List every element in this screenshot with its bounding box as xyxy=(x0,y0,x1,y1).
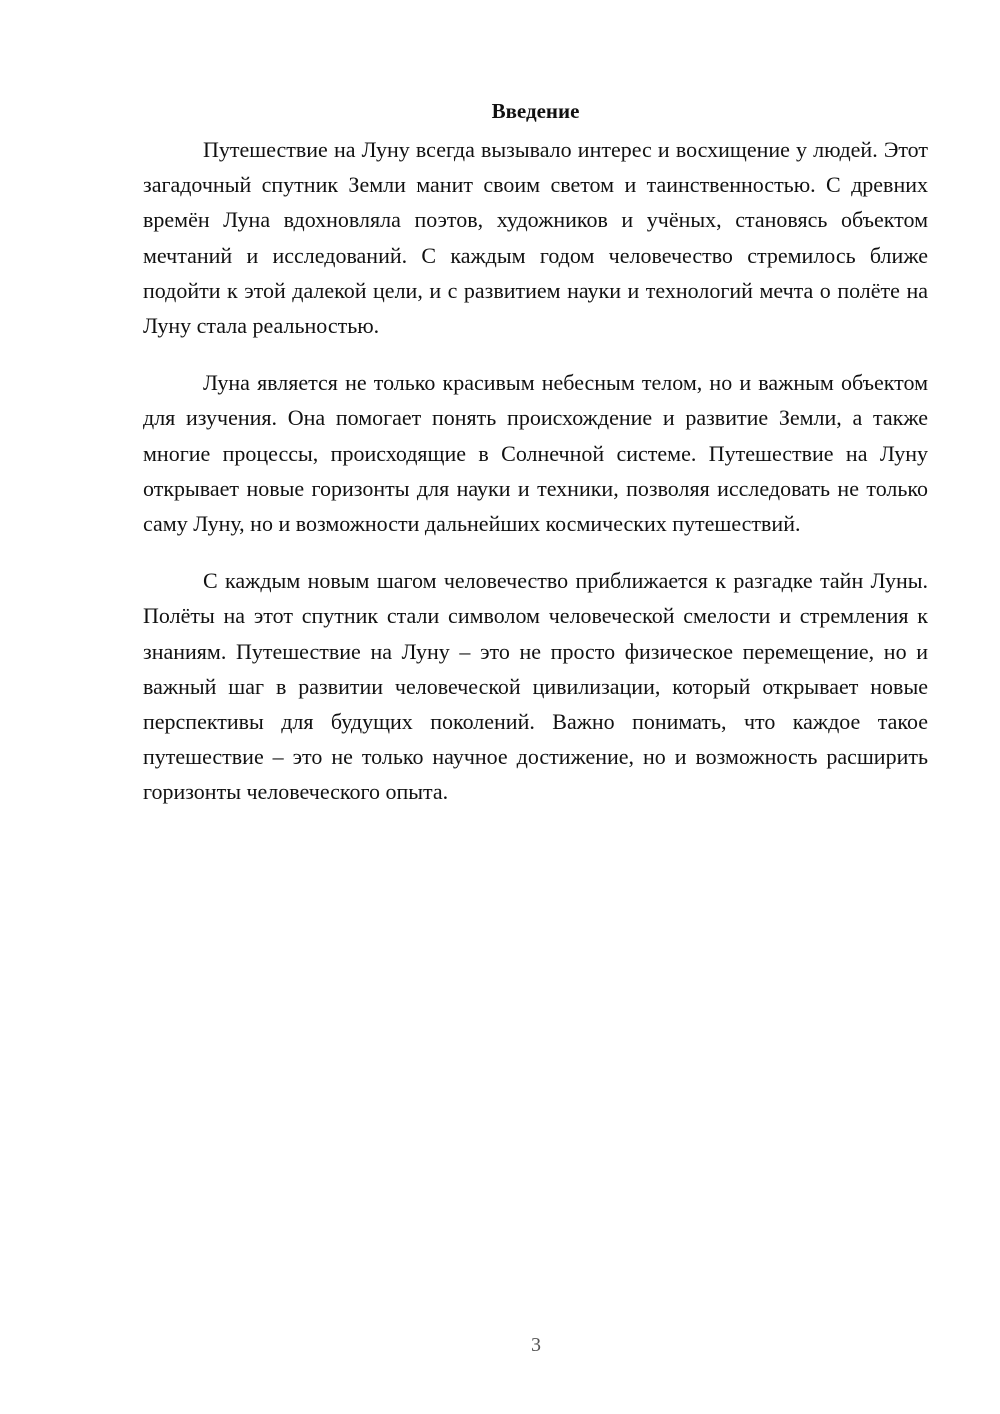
paragraph-1: Путешествие на Луну всегда вызывало интерес и восхищение у людей. Этот загадочный спутник Земли манит своим светом и таинственностью. С древних времён Луна вдохновляла поэтов, художников и учёных, становясь объектом мечтаний и исследований. С каждым годом человечество стремилось ближе подойти к этой далекой цели, и с развитием науки и технологий мечта о полёте на Луну стала реальностью. xyxy=(143,137,928,339)
section-heading: Введение xyxy=(491,99,580,123)
paragraph-3: С каждым новым шагом человечество приближается к разгадке тайн Луны. Полёты на этот спутник стали символом человеческой смелости и стремления к знаниям. Путешествие на Луну – это не просто физическое перемещение, но и важный шаг в развитии человеческой цивилизации, который открывает новые перспективы для будущих поколений. Важно понимать, что каждое такое путешествие – это не только научное достижение, но и возможность расширить горизонты человеческого опыта. xyxy=(143,568,928,805)
page-number: 3 xyxy=(531,1334,541,1356)
paragraph-2: Луна является не только красивым небесным телом, но и важным объектом для изучения. Она помогает понять происхождение и развитие Земли, а также многие процессы, происходящие в Солнечной системе. Путешествие на Луну открывает новые горизонты для науки и техники, позволяя исследовать не только саму Луну, но и возможности дальнейших космических путешествий. xyxy=(143,370,928,537)
document-body xyxy=(143,96,928,832)
